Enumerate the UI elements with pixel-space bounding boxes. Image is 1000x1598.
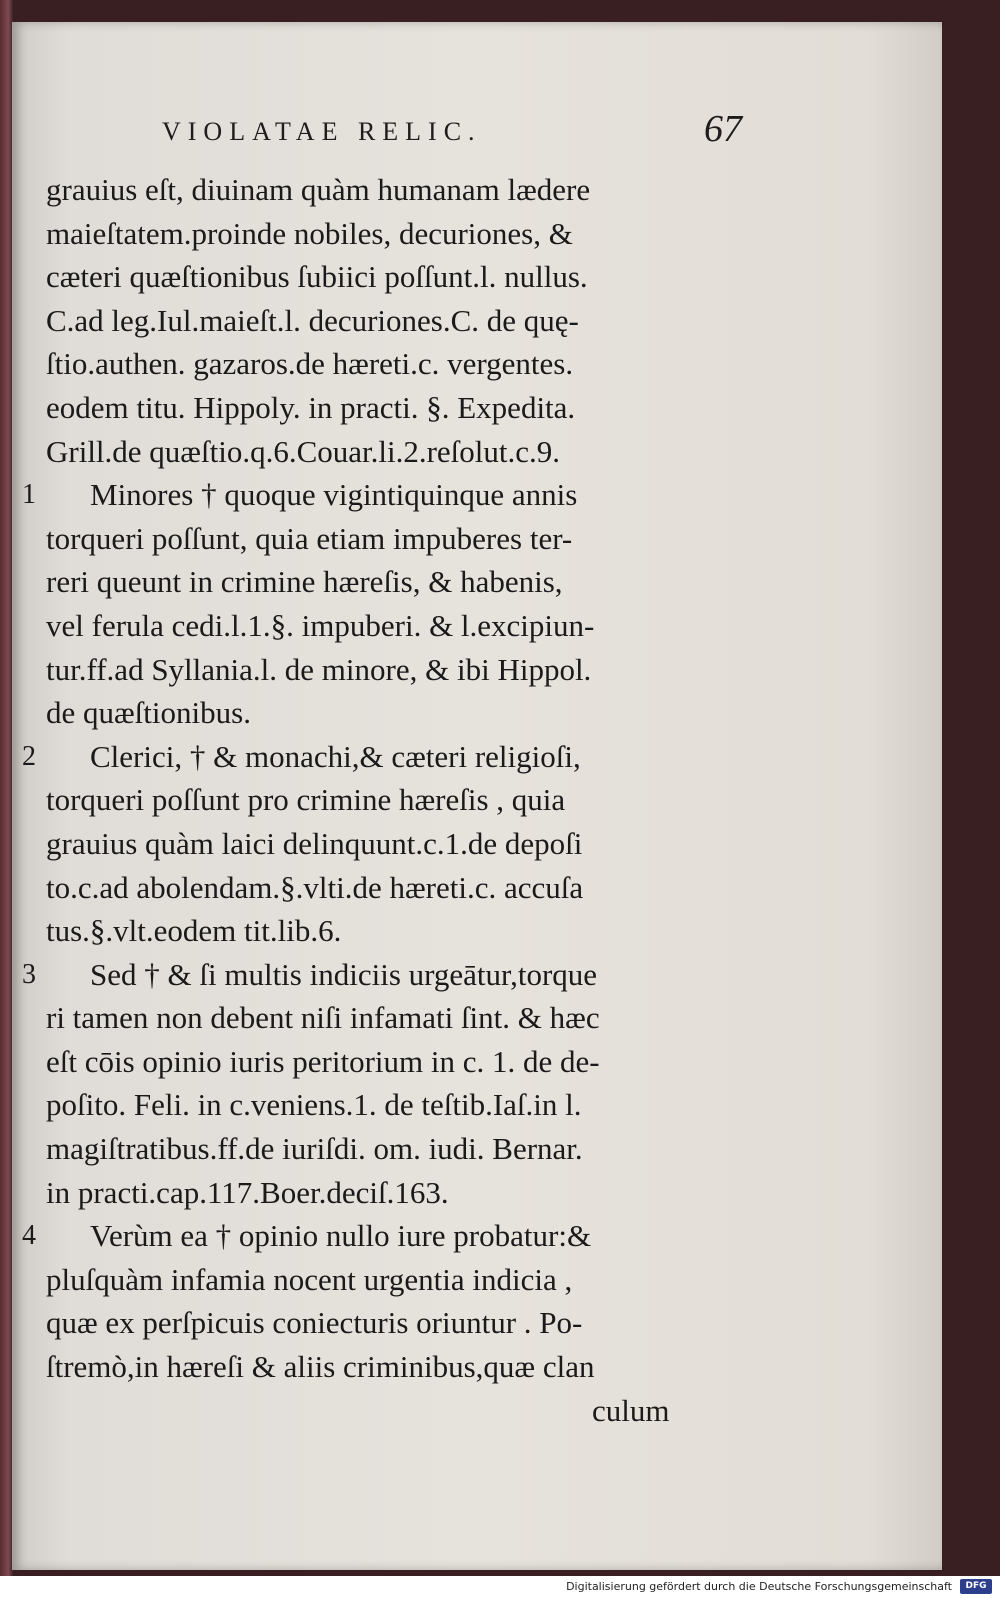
dfg-logo: DFG [960,1579,992,1594]
line-text: grauius quàm laici delinquunt.c.1.de depoſi [46,825,583,861]
line-text: culum [592,1392,670,1428]
line-text: Clerici, † & monachi,& cæteri religioſi, [90,738,581,774]
marginal-number: 2 [22,740,36,772]
line-text: torqueri poſſunt, quia etiam impuberes ter- [46,520,573,556]
text-line [32,255,752,299]
text-line [32,604,752,648]
text-line [32,299,752,343]
text-line [32,386,752,430]
text-line [22,1214,752,1258]
line-text: eſt cōis opinio iuris peritorium in c. 1. de de- [46,1043,600,1079]
line-text: Minores † quoque vigintiquinque annis [90,477,578,513]
text-line [32,342,752,386]
text-line [32,212,752,256]
line-text: C.ad leg.Iul.maieſt.l. decuriones.C. de quę- [46,302,579,338]
text-line [32,1040,752,1084]
text-line [32,560,752,604]
text-line [32,430,752,474]
line-text: magiſtratibus.ff.de iuriſdi. om. iudi. Bernar. [46,1131,583,1167]
text-line [32,822,752,866]
marginal-number: 3 [22,958,36,990]
text-line [32,1258,752,1302]
text-line [32,778,752,822]
running-head: VIOLATAE RELIC. [162,117,482,146]
text-line [22,735,752,779]
line-text: maieſtatem.proinde nobiles, decuriones, & [46,215,573,251]
digitization-footer [0,1576,1000,1598]
text-line [32,168,752,212]
line-text: ſtremò,in hæreſi & aliis criminibus,quæ clan [46,1349,595,1385]
text-line [22,473,752,517]
line-text: grauius eſt, diuinam quàm humanam lædere [46,172,591,207]
page-number: 67 [704,108,742,150]
text-line [32,1171,752,1215]
line-text: Verùm ea † opinio nullo iure probatur:& [90,1218,592,1254]
funding-credit: Digitalisierung gefördert durch die Deutsche Forschungsgemeinschaft [566,1580,952,1593]
text-line [32,866,752,910]
book-page [12,22,942,1570]
body-text [22,168,752,1432]
marginal-number: 1 [22,479,36,511]
line-text: tus.§.vlt.eodem tit.lib.6. [46,913,342,949]
marginal-number: 4 [22,1220,36,1252]
line-text: reri queunt in crimine hæreſis, & habenis, [46,564,563,600]
text-line [22,953,752,997]
line-text: vel ferula cedi.l.1.§. impuberi. & l.excipiun- [46,607,595,643]
line-text: ſtio.authen. gazaros.de hæreti.c. vergentes. [46,346,574,382]
line-text: torqueri poſſunt pro crimine hæreſis , quia [46,782,566,818]
line-text: tur.ff.ad Syllania.l. de minore, & ibi Hippol. [46,651,592,687]
line-text: quæ ex perſpicuis coniecturis oriuntur . Po- [46,1305,583,1341]
page-header [162,107,742,153]
line-text: Sed † & ſi multis indiciis urgeātur,torque [90,956,598,992]
line-text: to.c.ad abolendam.§.vlti.de hæreti.c. accuſa [46,869,584,905]
line-text: in practi.cap.117.Boer.deciſ.163. [46,1174,449,1210]
line-text: cæteri quæſtionibus ſubiici poſſunt.l. nullus. [46,259,588,295]
line-text: de quæſtionibus. [46,695,251,731]
text-line [32,1127,752,1171]
text-line [32,1389,752,1433]
text-line [32,691,752,735]
text-line [32,996,752,1040]
text-line [32,1345,752,1389]
line-text: eodem titu. Hippoly. in practi. §. Expedita. [46,389,576,425]
line-text: poſito. Feli. in c.veniens.1. de teſtib.Iaſ.in l. [46,1087,582,1123]
text-line [32,1301,752,1345]
text-line [32,909,752,953]
line-text: ri tamen non debent niſi infamati ſint. & hæc [46,1000,600,1036]
text-line [32,648,752,692]
text-line [32,517,752,561]
line-text: Grill.de quæſtio.q.6.Couar.li.2.reſolut.c.9. [46,433,561,469]
line-text: pluſquàm infamia nocent urgentia indicia , [46,1261,573,1297]
text-line [32,1083,752,1127]
